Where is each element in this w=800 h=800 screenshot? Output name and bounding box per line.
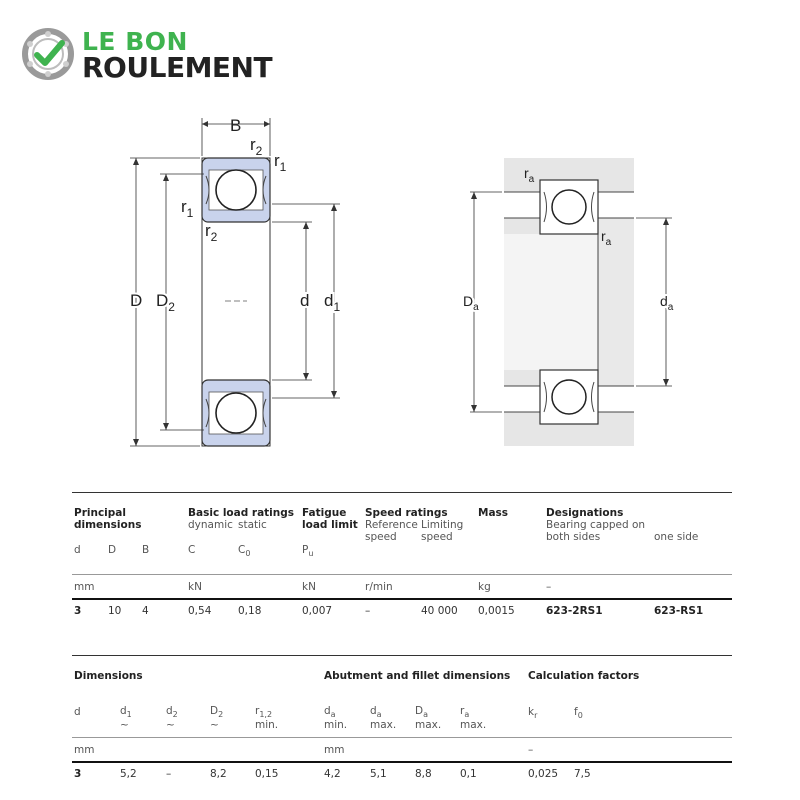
table2-top-rule xyxy=(72,655,732,656)
cell2-ra-max: 0,1 xyxy=(460,768,477,780)
sym2-d: d xyxy=(74,706,81,718)
cell-one-side: 623-RS1 xyxy=(654,605,704,617)
label-ra-top: $r_a$ xyxy=(524,165,535,185)
hdr-dimensions: Dimensions xyxy=(74,670,143,682)
cell2-r12: 0,15 xyxy=(255,768,279,780)
cell-B: 4 xyxy=(142,605,149,617)
hdr-fatigue: Fatigue load limit xyxy=(302,507,358,531)
table2-data-rule xyxy=(72,761,732,763)
hdr-capped: Bearing capped on both sides xyxy=(546,519,646,543)
label-B: B xyxy=(230,116,242,135)
sym-d: d xyxy=(74,544,81,556)
cell-both-sides: 623-2RS1 xyxy=(546,605,603,617)
unit-kN: kN xyxy=(188,581,202,593)
cell-Pu: 0,007 xyxy=(302,605,333,617)
hdr-designations: Designations xyxy=(546,507,624,519)
cell2-D2: 8,2 xyxy=(210,768,227,780)
label-ra-right: $r_a$ xyxy=(601,228,612,248)
hdr-calc: Calculation factors xyxy=(528,670,640,682)
sym2-d1: $d_1$ ~ xyxy=(120,705,132,732)
abutment-drawing-right xyxy=(470,158,672,446)
label-r1-top: $r_1$ xyxy=(274,151,287,174)
hdr-one-side: one side xyxy=(654,531,699,543)
unit2-mm: mm xyxy=(74,744,95,756)
label-d: d xyxy=(300,291,310,310)
table1-top-rule xyxy=(72,492,732,493)
table1-mid-rule xyxy=(72,574,732,575)
table1-data-rule xyxy=(72,598,732,600)
cell2-d: 3 xyxy=(74,768,82,780)
sym-Pu: $P_u$ xyxy=(302,544,314,559)
unit-kg: kg xyxy=(478,581,491,593)
label-d1: $d_1$ xyxy=(324,291,341,314)
cell2-Da-max: 8,8 xyxy=(415,768,432,780)
hdr-dynamic: dynamic xyxy=(188,519,233,531)
unit2-dash: – xyxy=(528,744,534,756)
sym2-f0: $f_0$ xyxy=(574,706,583,721)
hdr-principal: Principal dimensions xyxy=(74,507,142,531)
cell-mass: 0,0015 xyxy=(478,605,515,617)
sym2-D2: $D_2$ ~ xyxy=(210,705,224,732)
unit-rmin: r/min xyxy=(365,581,393,593)
hdr-abutment: Abutment and fillet dimensions xyxy=(324,670,511,682)
table2-mid-rule xyxy=(72,737,732,738)
label-r2-top: $r_2$ xyxy=(250,135,263,158)
sym2-d2: $d_2$ ~ xyxy=(166,705,178,732)
cell-D: 10 xyxy=(108,605,122,617)
cell2-da-max: 5,1 xyxy=(370,768,387,780)
cell2-d2: – xyxy=(166,768,172,780)
label-r2-left: $r_2$ xyxy=(205,221,218,244)
hdr-reference: Reference speed xyxy=(365,519,418,543)
label-D: D xyxy=(130,291,143,310)
cell-C: 0,54 xyxy=(188,605,212,617)
unit-dash: – xyxy=(546,581,552,593)
hdr-static: static xyxy=(238,519,267,531)
sym2-r12: $r_{1,2}$ min. xyxy=(255,705,279,732)
label-Da: $D_a$ xyxy=(463,293,479,313)
unit-kN-fatigue: kN xyxy=(302,581,316,593)
hdr-basic-load: Basic load ratings xyxy=(188,507,295,519)
bearing-section-left xyxy=(130,118,340,446)
sym-D: D xyxy=(108,544,117,556)
unit2-mm-abutment: mm xyxy=(324,744,345,756)
cell-d: 3 xyxy=(74,605,82,617)
cell2-kr: 0,025 xyxy=(528,768,559,780)
label-D2: $D_2$ xyxy=(156,291,175,314)
sym-C0: $C_0$ xyxy=(238,544,251,559)
cell2-d1: 5,2 xyxy=(120,768,137,780)
sym2-Da-max: $D_a$ max. xyxy=(415,705,442,732)
sym-B: B xyxy=(142,544,150,556)
sym2-da-max: $d_a$ max. xyxy=(370,705,397,732)
label-r1-left: $r_1$ xyxy=(181,197,194,220)
hdr-speed: Speed ratings xyxy=(365,507,448,519)
hdr-limiting: Limiting speed xyxy=(421,519,464,543)
cell2-f0: 7,5 xyxy=(574,768,591,780)
sym2-ra-max: $r_a$ max. xyxy=(460,705,487,732)
hdr-mass: Mass xyxy=(478,507,509,519)
cell-lim-speed: 40 000 xyxy=(421,605,458,617)
cell-ref-speed: – xyxy=(365,605,371,617)
logo-line2: ROULEMENT xyxy=(82,51,273,84)
cell-C0: 0,18 xyxy=(238,605,262,617)
unit-mm: mm xyxy=(74,581,95,593)
sym-C: C xyxy=(188,544,196,556)
cell2-da-min: 4,2 xyxy=(324,768,341,780)
logo-line1: LE BON xyxy=(82,27,188,56)
sym2-da-min: $d_a$ min. xyxy=(324,705,348,732)
label-da: $d_a$ xyxy=(660,293,674,313)
sym2-kr: $k_r$ xyxy=(528,706,538,721)
